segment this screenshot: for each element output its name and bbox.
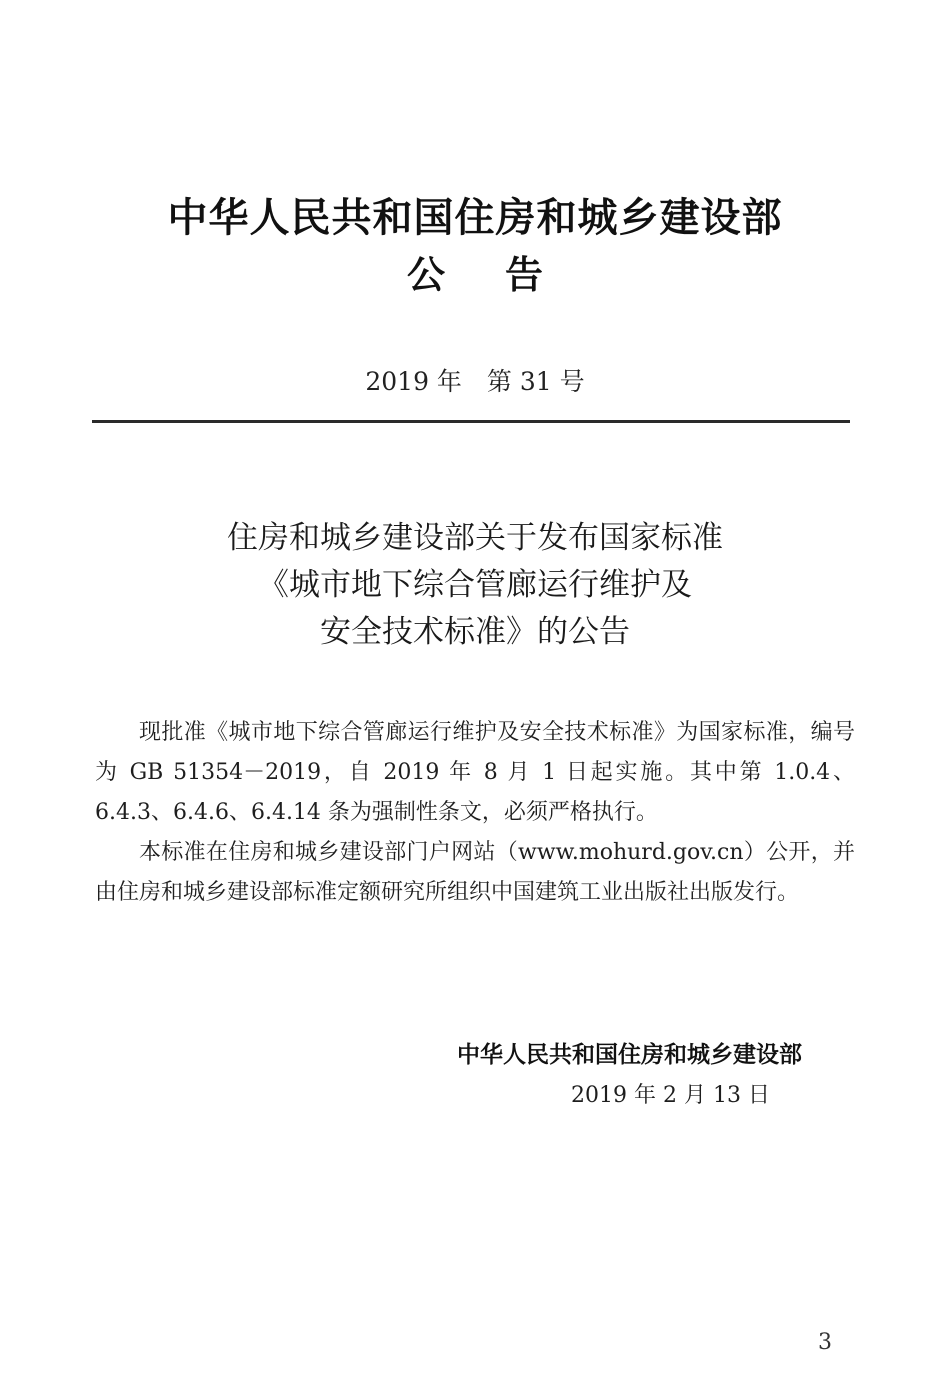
body-paragraph-2: 本标准在住房和城乡建设部门户网站（www.mohurd.gov.cn）公开，并由住房和城乡建设部标准定额研究所组织中国建筑工业出版社出版发行。 xyxy=(95,840,855,905)
issuer-title: 中华人民共和国住房和城乡建设部 xyxy=(167,195,783,241)
body-text xyxy=(95,713,855,913)
issue-number: 2019 年 第 31 号 xyxy=(365,367,585,396)
title-line-1: 住房和城乡建设部关于发布国家标准 xyxy=(227,520,723,556)
page-number: 3 xyxy=(818,1330,832,1355)
notice-heading: 公告 xyxy=(406,253,603,297)
title-line-3: 安全技术标准》的公告 xyxy=(320,614,630,650)
signature-date: 2019 年 2 月 13 日 xyxy=(571,1083,770,1108)
header-divider xyxy=(92,420,850,423)
body-paragraph-1: 现批准《城市地下综合管廊运行维护及安全技术标准》为国家标准，编号为 GB 51354－2019，自 2019 年 8 月 1 日起实施。其中第 1.0.4、6.4.3、6.4.6、6.4.14 条为强制性条文，必须严格执行。 xyxy=(95,720,855,825)
title-line-2: 《城市地下综合管廊运行维护及 xyxy=(258,567,692,603)
document-title xyxy=(80,515,870,656)
signature-issuer: 中华人民共和国住房和城乡建设部 xyxy=(457,1042,802,1068)
